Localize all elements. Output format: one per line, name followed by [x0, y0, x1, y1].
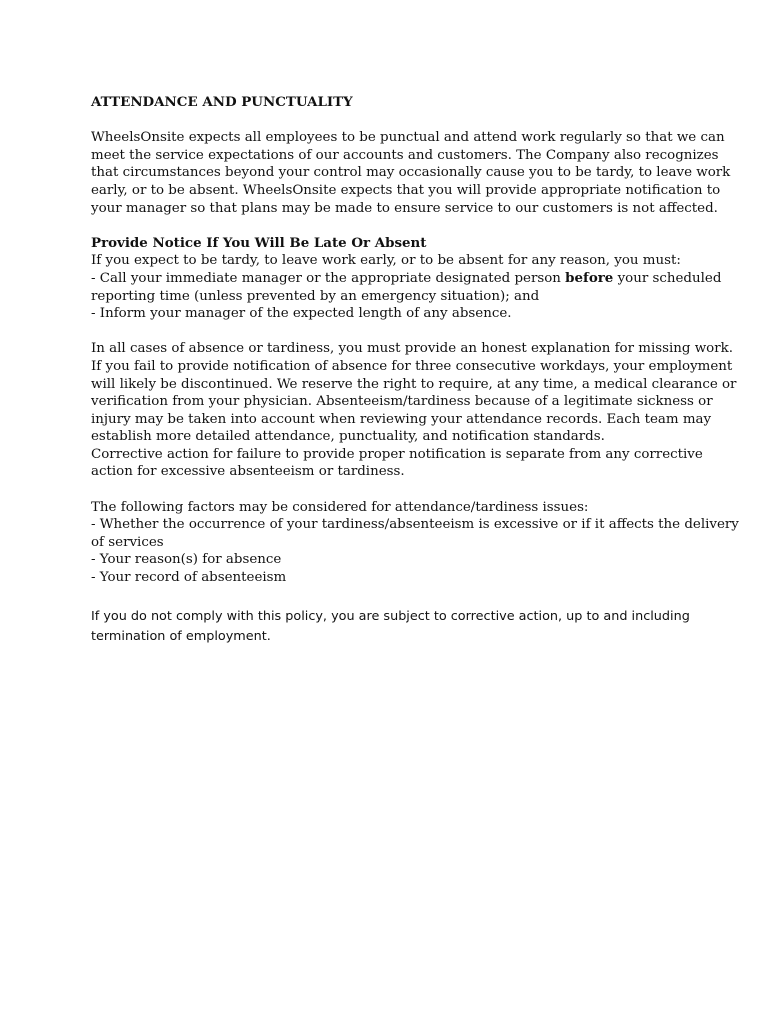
factors-line: The following factors may be considered for attendance/tardiness issues: [91, 499, 589, 515]
document-body [91, 94, 739, 647]
notice-call-line [91, 269, 722, 288]
factors-line: of services [91, 534, 164, 550]
notice-paragraph [91, 252, 722, 322]
spacer [91, 587, 691, 605]
notice-call-text-end: your scheduled [613, 270, 722, 286]
document-title: ATTENDANCE AND PUNCTUALITY [91, 94, 353, 110]
cases-line: injury may be taken into account when reviewing your attendance records. Each team may [91, 411, 712, 427]
intro-line: meet the service expectations of our accounts and customers. The Company also recognizes [91, 147, 719, 163]
cases-line: will likely be discontinued. We reserve the right to require, at any time, a medical clearance or [91, 376, 737, 392]
spacer [91, 481, 691, 499]
notice-heading: Provide Notice If You Will Be Late Or Absent [91, 234, 427, 251]
factors-paragraph [91, 499, 739, 587]
notice-call-text: - Call your immediate manager or the appropriate designated person [91, 270, 566, 286]
closing-line: If you do not comply with this policy, you are subject to corrective action, up to and including [91, 609, 690, 625]
spacer [91, 112, 691, 130]
notice-line: - Inform your manager of the expected length of any absence. [91, 306, 512, 322]
intro-paragraph [91, 129, 731, 217]
cases-paragraph [91, 340, 737, 481]
notice-line: If you expect to be tardy, to leave work early, or to be absent for any reason, you must: [91, 253, 681, 269]
cases-line: verification from your physician. Absenteeism/tardiness because of a legitimate sickness or [91, 394, 713, 410]
cases-line: If you fail to provide notification of absence for three consecutive workdays, your employment [91, 358, 733, 374]
cases-line: action for excessive absenteeism or tardiness. [91, 464, 405, 480]
spacer [91, 217, 691, 235]
factors-line: - Your record of absenteeism [91, 570, 287, 586]
intro-line: WheelsOnsite expects all employees to be punctual and attend work regularly so that we can [91, 130, 725, 146]
factors-line: - Your reason(s) for absence [91, 552, 282, 568]
factors-line: - Whether the occurrence of your tardiness/absenteeism is excessive or if it affects the delivery [91, 517, 739, 533]
intro-line: that circumstances beyond your control may occasionally cause you to be tardy, to leave work [91, 165, 731, 181]
intro-line: early, or to be absent. WheelsOnsite expects that you will provide appropriate notification to [91, 182, 721, 198]
closing-paragraph [91, 607, 691, 647]
intro-line: your manager so that plans may be made to ensure service to our customers is not affected. [91, 200, 718, 216]
closing-line: termination of employment. [91, 629, 271, 645]
cases-line: establish more detailed attendance, punctuality, and notification standards. [91, 429, 605, 445]
notice-call-emphasis: before [565, 269, 614, 286]
cases-line: Corrective action for failure to provide proper notification is separate from any corrective [91, 446, 703, 462]
notice-line: reporting time (unless prevented by an emergency situation); and [91, 288, 540, 304]
cases-line: In all cases of absence or tardiness, you must provide an honest explanation for missing work. [91, 341, 733, 357]
spacer [91, 323, 691, 341]
